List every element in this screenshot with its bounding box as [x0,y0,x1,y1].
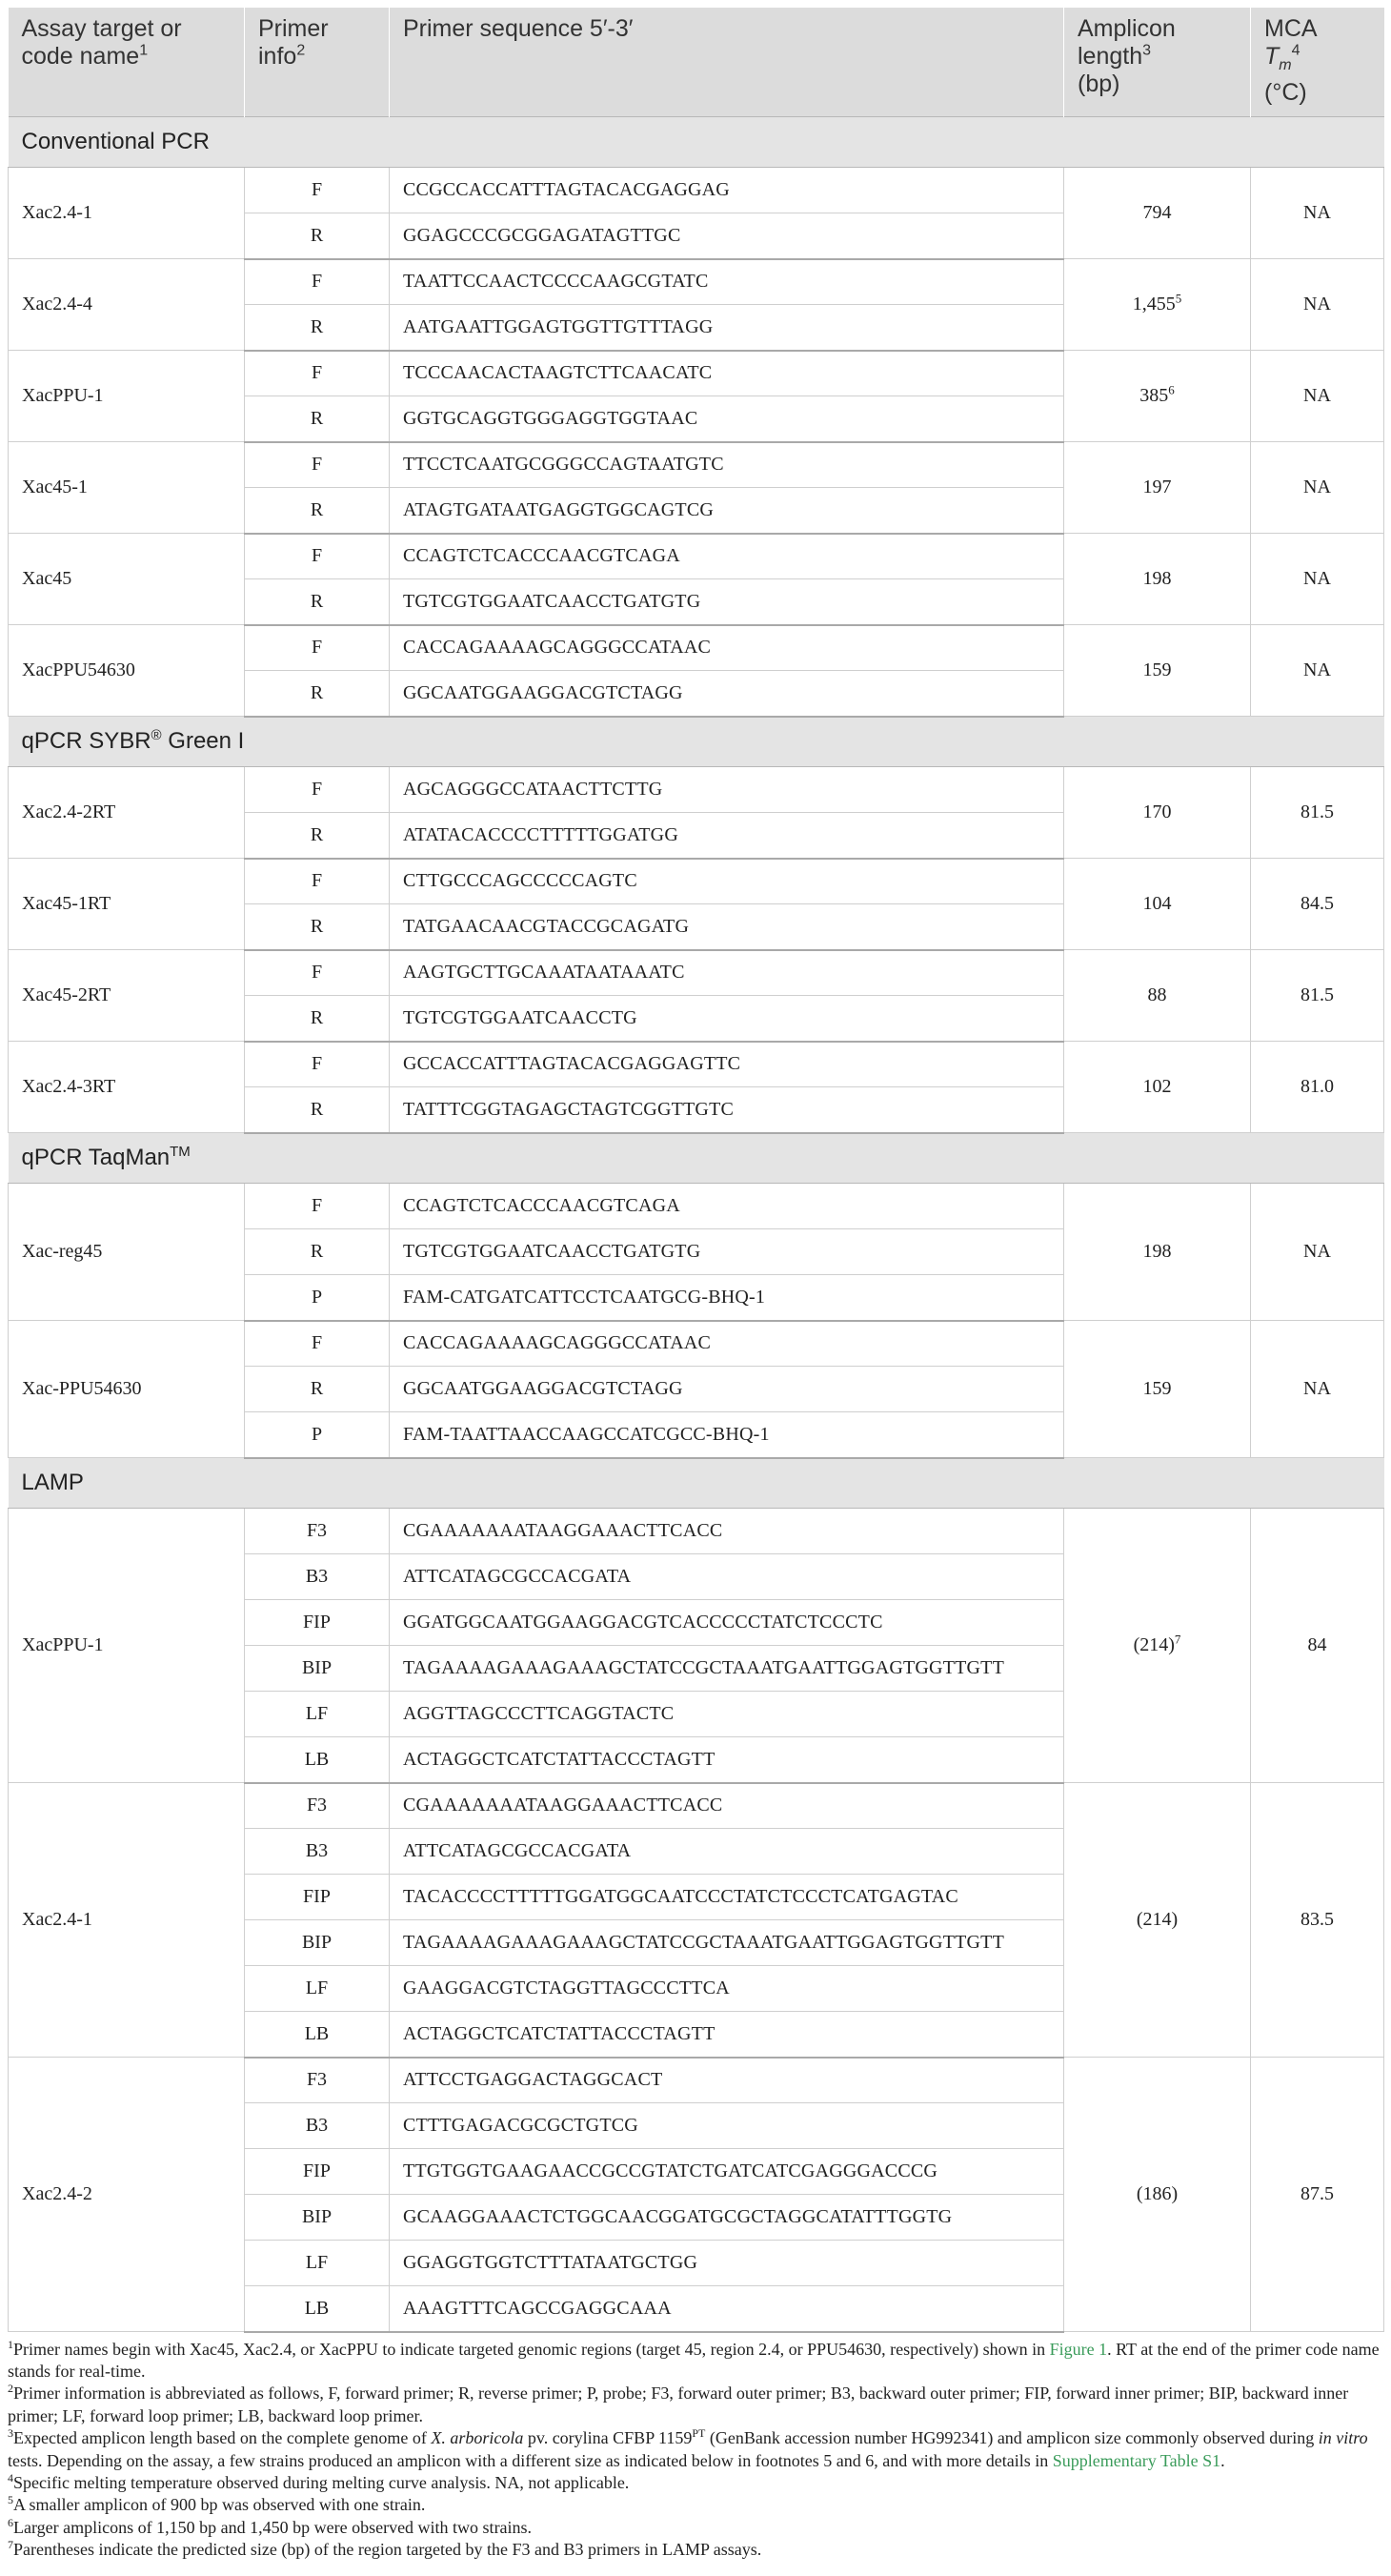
primer-info-cell: F [245,442,390,488]
primer-info-cell: F [245,168,390,213]
primer-info-cell: BIP [245,1920,390,1966]
amplicon-length-cell [1064,259,1251,351]
primer-sequence-cell: TGTCGTGGAATCAACCTGATGTG [390,1229,1064,1275]
mca-tm-cell: 81.0 [1251,1042,1384,1133]
amplicon-length-value: (186) [1136,2183,1179,2204]
table-row [9,259,1384,305]
primer-info-cell: P [245,1275,390,1321]
mca-tm-cell: NA [1251,259,1384,351]
table-row [9,351,1384,396]
table-row [9,767,1384,813]
primer-sequence-cell: GGTGCAGGTGGGAGGTGGTAAC [390,396,1064,442]
primer-sequence-cell: CCAGTCTCACCCAACGTCAGA [390,534,1064,579]
primer-info-cell: F [245,950,390,996]
amplicon-length-cell [1064,859,1251,950]
primer-sequence-cell: AGGTTAGCCCTTCAGGTACTC [390,1692,1064,1737]
primer-info-cell: R [245,579,390,625]
primer-sequence-cell: FAM-TAATTAACCAAGCCATCGCC-BHQ-1 [390,1412,1064,1458]
amplicon-length-value: 197 [1142,477,1172,497]
primer-sequence-cell: ATTCATAGCGCCACGATA [390,1829,1064,1875]
section-header-row [9,1133,1384,1184]
primer-sequence-cell: GGAGCCCGCGGAGATAGTTGC [390,213,1064,259]
primer-info-cell: F3 [245,1783,390,1829]
section-header-row [9,717,1384,767]
assay-name-cell: Xac2.4-4 [9,259,245,351]
amplicon-length-value: 159 [1142,1378,1172,1399]
primer-info-cell: B3 [245,1554,390,1600]
primer-sequence-cell: ACTAGGCTCATCTATTACCCTAGTT [390,2012,1064,2058]
footnote-4: $^4$Specific melting temperature observed during melting curve analysis. NA, not applicable. [8,2470,630,2492]
primer-sequence-cell: GGATGGCAATGGAAGGACGTCACCCCCTATCTCCCTC [390,1600,1064,1646]
table-row [9,442,1384,488]
primer-sequence-cell: TAATTCCAACTCCCCAAGCGTATC [390,259,1064,305]
primer-sequence-cell: TGTCGTGGAATCAACCTG [390,996,1064,1042]
supplementary-table-link[interactable]: Supplementary Table S1 [1052,2450,1221,2470]
primer-sequence-cell: CCGCCACCATTTAGTACACGAGGAG [390,168,1064,213]
amplicon-length-cell [1064,1184,1251,1321]
primer-sequence-cell: TTGTGGTGAAGAACCGCCGTATCTGATCATCGAGGGACCCG [390,2149,1064,2195]
primer-sequence-cell: CTTTGAGACGCGCTGTCG [390,2103,1064,2149]
primer-info-cell: R [245,1087,390,1133]
table-row [9,625,1384,671]
primer-info-cell: F [245,259,390,305]
amplicon-length-cell [1064,1321,1251,1458]
primer-info-cell: LB [245,1737,390,1783]
assay-name-cell: XacPPU-1 [9,351,245,442]
section-title-rest: Green I [161,728,245,755]
assay-name-cell: XacPPU-1 [9,1509,245,1783]
assay-name-cell: Xac-PPU54630 [9,1321,245,1458]
section-title [9,117,1384,168]
primer-sequence-cell: FAM-CATGATCATTCCTCAATGCG-BHQ-1 [390,1275,1064,1321]
primer-sequence-cell: ATTCCTGAGGACTAGGCACT [390,2058,1064,2103]
primer-info-cell: BIP [245,1646,390,1692]
primer-sequence-cell: TAGAAAAGAAAGAAAGCTATCCGCTAAATGAATTGGAGTGGTTGTT [390,1646,1064,1692]
primer-sequence-cell: GAAGGACGTCTAGGTTAGCCCTTCA [390,1966,1064,2012]
primer-info-cell: R [245,1229,390,1275]
primer-info-cell: FIP [245,2149,390,2195]
mca-tm-cell: 84.5 [1251,859,1384,950]
primer-info-cell: F [245,534,390,579]
table-row [9,168,1384,213]
primer-sequence-cell: TGTCGTGGAATCAACCTGATGTG [390,579,1064,625]
primer-info-cell: F [245,625,390,671]
primer-info-cell: R [245,996,390,1042]
assay-name-cell: Xac45-1 [9,442,245,534]
primer-sequence-cell: CGAAAAAAATAAGGAAACTTCACC [390,1509,1064,1554]
header-assay-target: Assay target or code name$^1$ [9,8,245,117]
amplicon-length-cell [1064,1042,1251,1133]
section-title-text: qPCR TaqMan [21,1145,171,1171]
mca-tm-cell: NA [1251,442,1384,534]
mca-tm-cell: NA [1251,1321,1384,1458]
header-amplicon-length: Amplicon length$^3$ (bp) [1064,8,1251,117]
primer-info-cell: R [245,813,390,859]
section-title-text: LAMP [21,1470,84,1496]
primer-info-cell: F [245,1321,390,1367]
amplicon-length-cell [1064,442,1251,534]
amplicon-length-value: 104 [1142,893,1172,914]
footnote-1: $^1$Primer names begin with Xac45, Xac2.4, or XacPPU to indicate targeted genomic regions (target 45, region 2.4, or PPU54630, respectively) shown in Figure 1. RT at the end of the primer code name stands for real-time. [8,2337,1380,2381]
primer-sequence-cell: AAAGTTTCAGCCGAGGCAAA [390,2286,1064,2332]
amplicon-length-cell [1064,2058,1251,2332]
assay-name-cell: XacPPU54630 [9,625,245,717]
primer-info-cell: F3 [245,2058,390,2103]
mca-tm-cell: 84 [1251,1509,1384,1783]
primer-sequence-cell: CCAGTCTCACCCAACGTCAGA [390,1184,1064,1229]
amplicon-length-footnote: 5 [1175,291,1182,306]
primer-info-cell: R [245,396,390,442]
primer-info-cell: FIP [245,1600,390,1646]
primer-info-cell: F [245,1042,390,1087]
primer-info-cell: B3 [245,2103,390,2149]
mca-tm-cell: 83.5 [1251,1783,1384,2058]
amplicon-length-footnote: 6 [1168,382,1175,397]
amplicon-length-value: 198 [1142,1241,1172,1262]
primer-sequence-cell: TCCCAACACTAAGTCTTCAACATC [390,351,1064,396]
primer-info-cell: R [245,213,390,259]
mca-tm-cell: NA [1251,625,1384,717]
amplicon-length-value: 88 [1147,984,1167,1005]
primer-info-cell: F [245,859,390,904]
amplicon-length-value: 1,455 [1132,294,1176,314]
section-title [9,717,1384,767]
section-title [9,1133,1384,1184]
assay-name-cell: Xac45 [9,534,245,625]
primer-sequence-cell: CTTGCCCAGCCCCCAGTC [390,859,1064,904]
header-primer-sequence: Primer sequence 5′-3′ [390,8,1064,117]
table-row [9,1184,1384,1229]
primer-sequence-cell: ATTCATAGCGCCACGATA [390,1554,1064,1600]
footnotes [8,2339,1383,2562]
footnote-5: $^5$A smaller amplicon of 900 bp was observed with one strain. [8,2493,426,2515]
primer-info-cell: LF [245,1692,390,1737]
amplicon-length-cell [1064,625,1251,717]
primer-info-cell: R [245,488,390,534]
primer-sequence-cell: GGAGGTGGTCTTTATAATGCTGG [390,2241,1064,2286]
amplicon-length-cell [1064,168,1251,259]
amplicon-length-cell [1064,534,1251,625]
mca-tm-cell: NA [1251,351,1384,442]
footnote-6: $^6$Larger amplicons of 1,150 bp and 1,450 bp were observed with two strains. [8,2515,533,2537]
amplicon-length-value: 159 [1142,659,1172,680]
footnote-2: $^2$Primer information is abbreviated as follows, F, forward primer; R, reverse primer; P, probe; F3, forward outer primer; B3, backward outer primer; FIP, forward inner primer; BIP, backward inner primer; LF, forward loop primer; LB, backward loop primer. [8,2382,1349,2425]
amplicon-length-cell [1064,1783,1251,2058]
primer-info-cell: F3 [245,1509,390,1554]
primer-table-container [8,8,1383,2562]
amplicon-length-value: 198 [1142,568,1172,589]
table-row [9,1321,1384,1367]
primer-sequence-cell: GCAAGGAAACTCTGGCAACGGATGCGCTAGGCATATTTGGTG [390,2195,1064,2241]
amplicon-length-value: (214) [1136,1909,1179,1930]
primer-sequence-cell: CGAAAAAAATAAGGAAACTTCACC [390,1783,1064,1829]
primer-sequence-cell: CACCAGAAAAGCAGGGCCATAAC [390,1321,1064,1367]
section-title-sup: TM [170,1144,191,1161]
amplicon-length-value: 794 [1142,202,1172,223]
primer-info-cell: R [245,671,390,717]
mca-tm-cell: 81.5 [1251,950,1384,1042]
primer-info-cell: LF [245,1966,390,2012]
primer-info-cell: LF [245,2241,390,2286]
primer-sequence-cell: TACACCCCTTTTTGGATGGCAATCCCTATCTCCCTCATGAGTAC [390,1875,1064,1920]
primer-sequence-cell: ATAGTGATAATGAGGTGGCAGTCG [390,488,1064,534]
primer-info-cell: FIP [245,1875,390,1920]
primer-info-cell: R [245,904,390,950]
primer-info-cell: LB [245,2012,390,2058]
section-title-sup: ® [151,727,162,744]
mca-tm-cell: 87.5 [1251,2058,1384,2332]
amplicon-length-value: 170 [1142,801,1172,822]
assay-name-cell: Xac45-2RT [9,950,245,1042]
mca-tm-cell: NA [1251,534,1384,625]
section-title-text: Conventional PCR [21,129,210,154]
assay-name-cell: Xac2.4-3RT [9,1042,245,1133]
primer-table [8,8,1384,2333]
primer-sequence-cell: TATGAACAACGTACCGCAGATG [390,904,1064,950]
primer-sequence-cell: TAGAAAAGAAAGAAAGCTATCCGCTAAATGAATTGGAGTGGTTGTT [390,1920,1064,1966]
primer-info-cell: F [245,767,390,813]
section-header-row [9,117,1384,168]
amplicon-length-cell [1064,767,1251,859]
footnote-3: $^3$Expected amplicon length based on the complete genome of X. arboricola pv. corylina CFBP $1159^{PT}$ (GenBank accession number HG992341) and amplicon size commonly observed during in vitro tests. Depending on the assay, a few strains produced an amplicon with a different size as indicated below in footnotes 5 and 6, and with more details in Supplementary Table S1. [8,2426,1368,2470]
mca-tm-cell: 81.5 [1251,767,1384,859]
primer-sequence-cell: AATGAATTGGAGTGGTTGTTTAGG [390,305,1064,351]
primer-info-cell: P [245,1412,390,1458]
amplicon-length-footnote: 7 [1174,1632,1181,1647]
primer-sequence-cell: GGCAATGGAAGGACGTCTAGG [390,1367,1064,1412]
primer-sequence-cell: TTCCTCAATGCGGGCCAGTAATGTC [390,442,1064,488]
assay-name-cell: Xac-reg45 [9,1184,245,1321]
header-primer-info: Primer info$^2$ [245,8,390,117]
primer-info-cell: B3 [245,1829,390,1875]
header-mca-tm: MCA $T_m^4$ (°C) [1251,8,1384,117]
assay-name-cell: Xac45-1RT [9,859,245,950]
mca-tm-cell: NA [1251,168,1384,259]
assay-name-cell: Xac2.4-1 [9,1783,245,2058]
table-row [9,1783,1384,1829]
primer-sequence-cell: CACCAGAAAAGCAGGGCCATAAC [390,625,1064,671]
primer-sequence-cell: AAGTGCTTGCAAATAATAAATC [390,950,1064,996]
amplicon-length-value: 102 [1142,1076,1172,1097]
table-header-row [9,8,1384,117]
primer-sequence-cell: GGCAATGGAAGGACGTCTAGG [390,671,1064,717]
table-row [9,534,1384,579]
primer-info-cell: LB [245,2286,390,2332]
table-row [9,1509,1384,1554]
figure-1-link[interactable]: Figure 1 [1049,2339,1108,2359]
primer-sequence-cell: TATTTCGGTAGAGCTAGTCGGTTGTC [390,1087,1064,1133]
assay-name-cell: Xac2.4-2RT [9,767,245,859]
assay-name-cell: Xac2.4-2 [9,2058,245,2332]
primer-info-cell: BIP [245,2195,390,2241]
section-title-text: qPCR SYBR [21,728,151,755]
primer-info-cell: R [245,1367,390,1412]
amplicon-length-value: 385 [1139,385,1169,406]
section-title [9,1458,1384,1509]
table-row [9,1042,1384,1087]
mca-tm-cell: NA [1251,1184,1384,1321]
amplicon-length-cell [1064,351,1251,442]
primer-sequence-cell: GCCACCATTTAGTACACGAGGAGTTC [390,1042,1064,1087]
primer-info-cell: F [245,351,390,396]
amplicon-length-cell [1064,1509,1251,1783]
primer-sequence-cell: ATATACACCCCTTTTTGGATGG [390,813,1064,859]
primer-info-cell: R [245,305,390,351]
footnote-7: $^7$Parentheses indicate the predicted size (bp) of the region targeted by the F3 and B3 primers in LAMP assays. [8,2538,762,2560]
table-row [9,859,1384,904]
section-header-row [9,1458,1384,1509]
primer-info-cell: F [245,1184,390,1229]
assay-name-cell: Xac2.4-1 [9,168,245,259]
table-row [9,950,1384,996]
amplicon-length-value: (214) [1133,1634,1175,1655]
primer-sequence-cell: ACTAGGCTCATCTATTACCCTAGTT [390,1737,1064,1783]
primer-sequence-cell: AGCAGGGCCATAACTTCTTG [390,767,1064,813]
table-row [9,2058,1384,2103]
table-body [9,117,1384,2332]
amplicon-length-cell [1064,950,1251,1042]
